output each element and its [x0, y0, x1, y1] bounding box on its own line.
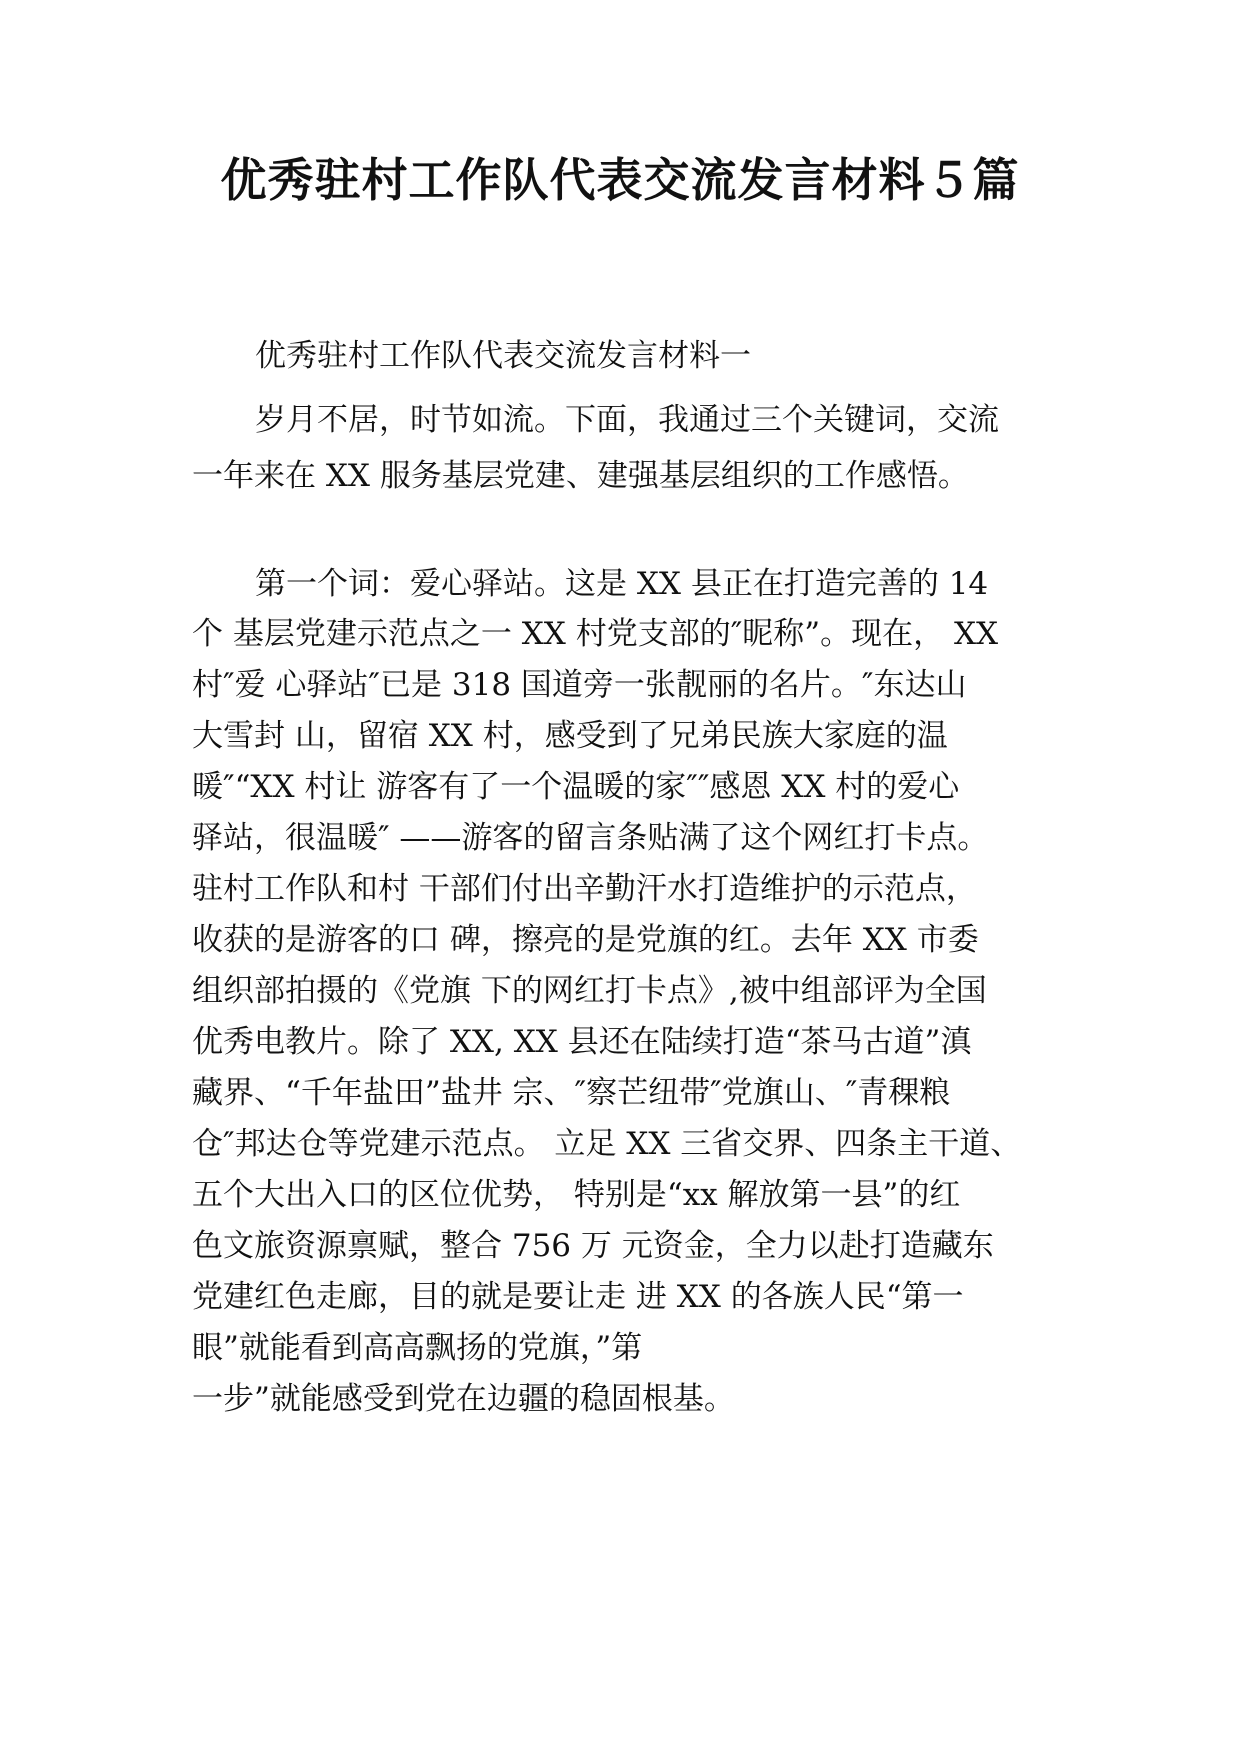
paragraph-line: 眼”就能看到高高飘扬的党旗，”第: [192, 1330, 643, 1366]
paragraph-line: 收获的是游客的口 碑，擦亮的是党旗的红。去年 XX 市委: [192, 922, 979, 958]
paragraph-line: 村″爱 心驿站″已是 318 国道旁一张靓丽的名片。″东达山: [192, 667, 967, 703]
section-heading: 优秀驻村工作队代表交流发言材料一: [255, 338, 751, 374]
paragraph-line: 驻村工作队和村 干部们付出辛勤汗水打造维护的示范点，: [192, 871, 977, 907]
paragraph-line: 仓″邦达仓等党建示范点。 立足 XX 三省交界、四条主干道、: [192, 1126, 1022, 1162]
paragraph-line: 一年来在 XX 服务基层党建、建强基层组织的工作感悟。: [192, 458, 969, 494]
paragraph-line: 第一个词：爱心驿站。这是 XX 县正在打造完善的 14: [255, 566, 989, 602]
paragraph-line: 优秀电教片。除了 XX, XX 县还在陆续打造“茶马古道”滇: [192, 1024, 972, 1060]
paragraph-line: 个 基层党建示范点之一 XX 村党支部的″昵称”。现在， XX: [192, 616, 999, 652]
paragraph-line: 藏界、“千年盐田”盐井 宗、″察芒纽带″党旗山、″青稞粮: [192, 1075, 951, 1111]
paragraph-line: 党建红色走廊，目的就是要让走 进 XX 的各族人民“第一: [192, 1279, 964, 1315]
paragraph-line: 一步”就能感受到党在边疆的稳固根基。: [192, 1381, 735, 1417]
paragraph-line: 驿站，很温暖″ ——游客的留言条贴满了这个网红打卡点。: [192, 820, 989, 856]
paragraph-line: 岁月不居，时节如流。下面，我通过三个关键词，交流: [255, 402, 999, 438]
paragraph-line: 暖″“XX 村让 游客有了一个温暖的家″″感恩 XX 村的爱心: [192, 769, 960, 805]
paragraph-line: 大雪封 山，留宿 XX 村，感受到了兄弟民族大家庭的温: [192, 718, 948, 754]
paragraph-line: 组织部拍摄的《党旗 下的网红打卡点》,被中组部评为全国: [192, 973, 987, 1009]
paragraph-line: 五个大出入口的区位优势， 特别是“xx 解放第一县”的红: [192, 1177, 961, 1213]
document-title: 优秀驻村工作队代表交流发言材料５篇: [220, 153, 1020, 207]
paragraph-line: 色文旅资源禀赋，整合 756 万 元资金，全力以赴打造藏东: [192, 1228, 994, 1264]
